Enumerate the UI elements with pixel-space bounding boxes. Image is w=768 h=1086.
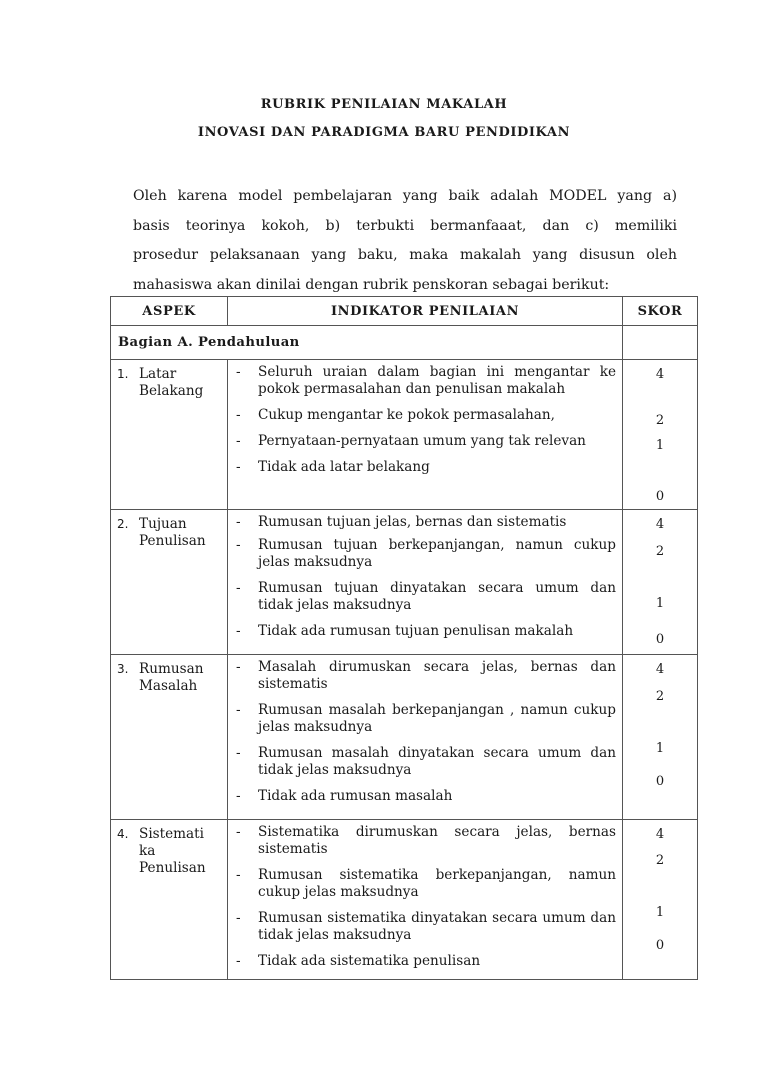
indikator-cell: [228, 820, 623, 980]
indicator-item: [236, 788, 616, 805]
indicator-text: Tidak ada rumusan tujuan penulisan makalah: [258, 623, 574, 639]
intro-paragraph: [133, 182, 677, 300]
indicator-text: Pernyataan-pernyataan umum yang tak relevan: [258, 433, 586, 449]
bullet-dash: -: [236, 788, 241, 804]
score-value: 1: [655, 438, 665, 453]
aspek-label: Tujuan Penulisan: [139, 516, 206, 549]
bullet-dash: -: [236, 910, 241, 926]
bullet-dash: -: [236, 867, 241, 883]
bullet-dash: -: [236, 459, 241, 475]
aspek-label: Rumusan Masalah: [139, 661, 204, 694]
score-value: 1: [655, 905, 665, 920]
indicator-item: [236, 824, 616, 858]
aspek-number: 1.: [117, 367, 129, 381]
aspek-cell: [111, 360, 228, 510]
indikator-cell: [228, 360, 623, 510]
table-header-row: [111, 297, 698, 326]
table-row: [111, 360, 698, 510]
bullet-dash: -: [236, 407, 241, 423]
bullet-dash: -: [236, 364, 241, 380]
indicator-item: [236, 364, 616, 398]
bullet-dash: -: [236, 745, 241, 761]
score-value: 4: [655, 662, 665, 677]
indicator-item: [236, 867, 616, 901]
table-row: [111, 655, 698, 820]
table-row: [111, 510, 698, 655]
indicator-text: Tidak ada rumusan masalah: [258, 788, 453, 804]
score-value: 0: [655, 489, 665, 504]
indikator-cell: [228, 510, 623, 655]
aspek-number: 2.: [117, 517, 129, 531]
score-value: 0: [655, 774, 665, 789]
indicator-text: Rumusan tujuan berkepanjangan, namun cukup jelas maksudnya: [258, 537, 616, 570]
intro-line: Oleh karena model pembelajaran yang baik adalah MODEL yang a): [133, 188, 677, 204]
indicator-text: Rumusan sistematika dinyatakan secara umum dan tidak jelas maksudnya: [258, 910, 616, 943]
score-value: 2: [655, 544, 665, 559]
indicator-item: [236, 745, 616, 779]
skor-cell: [623, 360, 698, 510]
indicator-text: Masalah dirumuskan secara jelas, bernas dan sistematis: [258, 659, 616, 692]
indicator-text: Rumusan tujuan dinyatakan secara umum dan tidak jelas maksudnya: [258, 580, 616, 613]
indicator-item: [236, 433, 616, 450]
indicator-text: Rumusan masalah berkepanjangan , namun cukup jelas maksudnya: [258, 702, 616, 735]
header-skor: SKOR: [623, 297, 698, 326]
bullet-dash: -: [236, 433, 241, 449]
indicator-text: Seluruh uraian dalam bagian ini mengantar ke pokok permasalahan dan penulisan makalah: [258, 364, 616, 397]
bullet-dash: -: [236, 824, 241, 840]
aspek-cell: [111, 820, 228, 980]
bullet-dash: -: [236, 953, 241, 969]
indicator-item: [236, 537, 616, 571]
bullet-dash: -: [236, 702, 241, 718]
indicator-text: Tidak ada latar belakang: [258, 459, 430, 475]
skor-cell: [623, 655, 698, 820]
indicator-item: [236, 702, 616, 736]
score-value: 0: [655, 938, 665, 953]
skor-cell: [623, 820, 698, 980]
indicator-item: [236, 910, 616, 944]
indicator-text: Rumusan sistematika berkepanjangan, namun cukup jelas maksudnya: [258, 867, 616, 900]
bullet-dash: -: [236, 623, 241, 639]
indicator-item: [236, 580, 616, 614]
indicator-item: [236, 623, 616, 640]
indicator-text: Sistematika dirumuskan secara jelas, bernas sistematis: [258, 824, 616, 857]
document-subtitle: INOVASI DAN PARADIGMA BARU PENDIDIKAN: [197, 125, 571, 140]
score-value: 4: [655, 367, 665, 382]
score-value: 2: [655, 853, 665, 868]
intro-line: basis teorinya kokoh, b) terbukti bermanfaaat, dan c) memiliki: [133, 217, 677, 234]
intro-line: prosedur pelaksanaan yang baku, maka makalah yang disusun oleh: [133, 247, 677, 263]
score-value: 1: [655, 741, 665, 756]
bullet-dash: -: [236, 659, 241, 675]
section-skor-cell: [623, 326, 698, 360]
score-value: 4: [655, 517, 665, 532]
indicator-item: [236, 459, 616, 476]
indicator-text: Tidak ada sistematika penulisan: [258, 953, 481, 969]
indicator-text: Cukup mengantar ke pokok permasalahan,: [258, 407, 555, 423]
aspek-cell: [111, 655, 228, 820]
section-row: [111, 326, 698, 360]
bullet-dash: -: [236, 514, 241, 530]
header-indikator: INDIKATOR PENILAIAN: [228, 297, 623, 326]
score-value: 0: [655, 632, 665, 647]
indikator-cell: [228, 655, 623, 820]
aspek-number: 3.: [117, 662, 129, 676]
score-value: 1: [655, 596, 665, 611]
indicator-item: [236, 407, 616, 424]
bullet-dash: -: [236, 537, 241, 553]
score-value: 4: [655, 827, 665, 842]
rubric-table: [110, 296, 698, 980]
skor-cell: [623, 510, 698, 655]
aspek-number: 4.: [117, 827, 129, 841]
document-title: RUBRIK PENILAIAN MAKALAH: [260, 97, 508, 112]
header-aspek: ASPEK: [111, 297, 228, 326]
section-title: Bagian A. Pendahuluan: [111, 326, 623, 360]
score-value: 2: [655, 413, 665, 428]
aspek-cell: [111, 510, 228, 655]
indicator-item: [236, 659, 616, 693]
indicator-item: [236, 514, 616, 531]
intro-line: mahasiswa akan dinilai dengan rubrik penskoran sebagai berikut:: [133, 276, 610, 293]
bullet-dash: -: [236, 580, 241, 596]
table-row: [111, 820, 698, 980]
score-value: 2: [655, 689, 665, 704]
aspek-label: Latar Belakang: [139, 366, 204, 399]
indicator-text: Rumusan tujuan jelas, bernas dan sistematis: [258, 514, 567, 530]
indicator-item: [236, 953, 616, 970]
indicator-text: Rumusan masalah dinyatakan secara umum dan tidak jelas maksudnya: [258, 745, 616, 778]
aspek-label: Sistemati ka Penulisan: [139, 826, 206, 876]
